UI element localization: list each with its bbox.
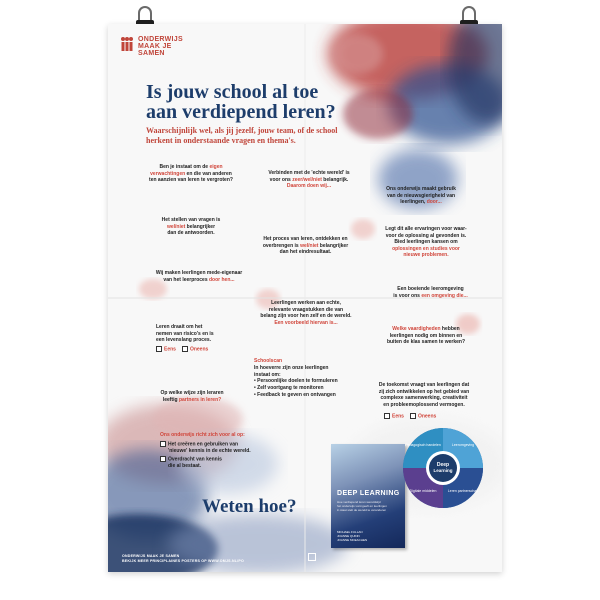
checkbox-group-risks — [156, 346, 208, 352]
poster-headline: Is jouw school al toe aan verdiepend leren? — [146, 81, 336, 123]
people-icon — [120, 36, 134, 52]
scan-item: • Persoonlijke doelen te formuleren — [254, 378, 364, 385]
focus-option-new-knowledge[interactable]: Het creëren en gebruiken van — [160, 441, 290, 448]
wheel-center-line2: Learning — [433, 468, 453, 473]
question-partners: Op welke wijze zijn leraren leeftig partners in leren? — [160, 390, 224, 403]
question-future: De toekomst vraagt van leerlingen dat zij zich ontwikkelen op het gebied van complexe samenwerking, creativiteit en probleemoplossend vermogen. — [378, 382, 470, 408]
question-risks: Leren draait om het nemen van risico's en is een levenslang proces. — [156, 324, 214, 344]
scan-item: • Feedback te geven en ontvangen — [254, 392, 364, 399]
footer-logo-mark — [308, 553, 316, 561]
poster-footer: ONDERWIJS MAAK JE SAMEN BEKIJK MEER PRINCIPLAINES POSTERS OP WWW.OMJS.NL/PO — [122, 554, 244, 563]
focus-option-new-knowledge-cont: 'nieuwe' kennis in de echte wereld. — [168, 447, 251, 454]
checkbox-eens[interactable]: Eens — [156, 346, 176, 352]
checkbox-oneens[interactable]: Oneens — [182, 346, 208, 352]
focus-option-transfer-cont: die al bestaat. — [168, 462, 202, 469]
wheel-center-line1: Deep — [436, 462, 450, 468]
poster-subhead: Waarschijnlijk wel, als jij jezelf, jouw team, of de school herkent in onderstaande vragen en thema's. — [146, 126, 338, 145]
deep-learning-book: DEEP LEARNING Hoe verdiepend leren wereldwijd het onderwijs vormgeeft en leerlingen in staat stelt de wereld te veranderen MICHAEL FULLAN JOANNE QUINN JOANNE MCEACHEN — [331, 444, 405, 548]
question-environment: Een boeiende leeromgeving is voor ons een omgeving die... — [393, 286, 468, 299]
question-real-world: Verbinden met de 'echte wereld' is voor ons zeer/wel/niet belangrijk. Daarom doen wij... — [268, 170, 350, 190]
scan-item: • Zelf voortgang te monitoren — [254, 385, 364, 392]
school-scan: Schoolscan In hoeverre zijn onze leerlingen instaat om: • Persoonlijke doelen te formuleren • Zelf voortgang te monitoren • Feedback te geven en ontvangen — [254, 358, 364, 399]
checkbox-oneens[interactable]: Oneens — [410, 413, 436, 419]
wheel-segment-label: Leren partnerschap — [447, 489, 479, 493]
focus-option-transfer[interactable]: Overdracht van kennis — [160, 456, 290, 463]
deep-learning-wheel — [401, 426, 485, 510]
wheel-segment-label: Digitale middelen — [409, 489, 437, 493]
question-curiosity: Ons onderwijs maakt gebruik van de nieuwsgierigheid van leerlingen, door... — [386, 186, 456, 206]
book-subtitle: Hoe verdiepend leren wereldwijd het onderwijs vormgeeft en leerlingen in staat stelt de wereld te veranderen — [337, 500, 387, 512]
question-expectations: Ben je instaat om de eigen verwachtingen en die van anderen ten aanzien van leren te vergroten? — [149, 164, 233, 184]
question-ownership: Wij maken leerlingen mede-eigenaar van het leerproces door hen... — [155, 270, 243, 283]
brand-logo — [120, 36, 183, 57]
question-process: Het proces van leren, ontdekken en overbrengen is wel/niet belangrijker dan het eindresultaat. — [262, 236, 349, 256]
checkbox-group-future — [384, 413, 436, 419]
checkbox-eens[interactable]: Eens — [384, 413, 404, 419]
wheel-segment-label: Pedagogisch handelen — [405, 443, 441, 447]
question-solutions: Legt dit alle ervaringen voor waar- voor de oplossing al gevonden is. Bied leerlingen kansen om oplossingen en studies voor nieuwe problemen. — [385, 226, 467, 259]
education-focus-box: Ons onderwijs richt zich voor al op: Het creëren en gebruiken van 'nieuwe' kennis in de echte wereld. Overdracht van kennis die al bestaat. — [160, 432, 290, 470]
question-relevant-problems: Leerlingen werken aan echte, relevante vraagstukken die van belang zijn voor hen zelf en de wereld. Een voorbeeld hiervan is... — [260, 300, 352, 326]
weten-hoe-heading: Weten hoe? — [202, 496, 297, 517]
question-skills: Welke vaardigheden hebben leerlingen nodig om binnen en buiten de klas samen te werken? — [386, 326, 466, 346]
question-asking: Het stellen van vragen is wel/niet belangrijker dan de antwoorden. — [161, 217, 221, 237]
book-authors: MICHAEL FULLAN JOANNE QUINN JOANNE MCEACHEN — [337, 530, 368, 542]
poster — [108, 24, 502, 572]
brand-name: ONDERWIJS MAAK JE SAMEN — [138, 36, 183, 57]
wheel-segment-label: Leeromgeving — [451, 443, 475, 447]
